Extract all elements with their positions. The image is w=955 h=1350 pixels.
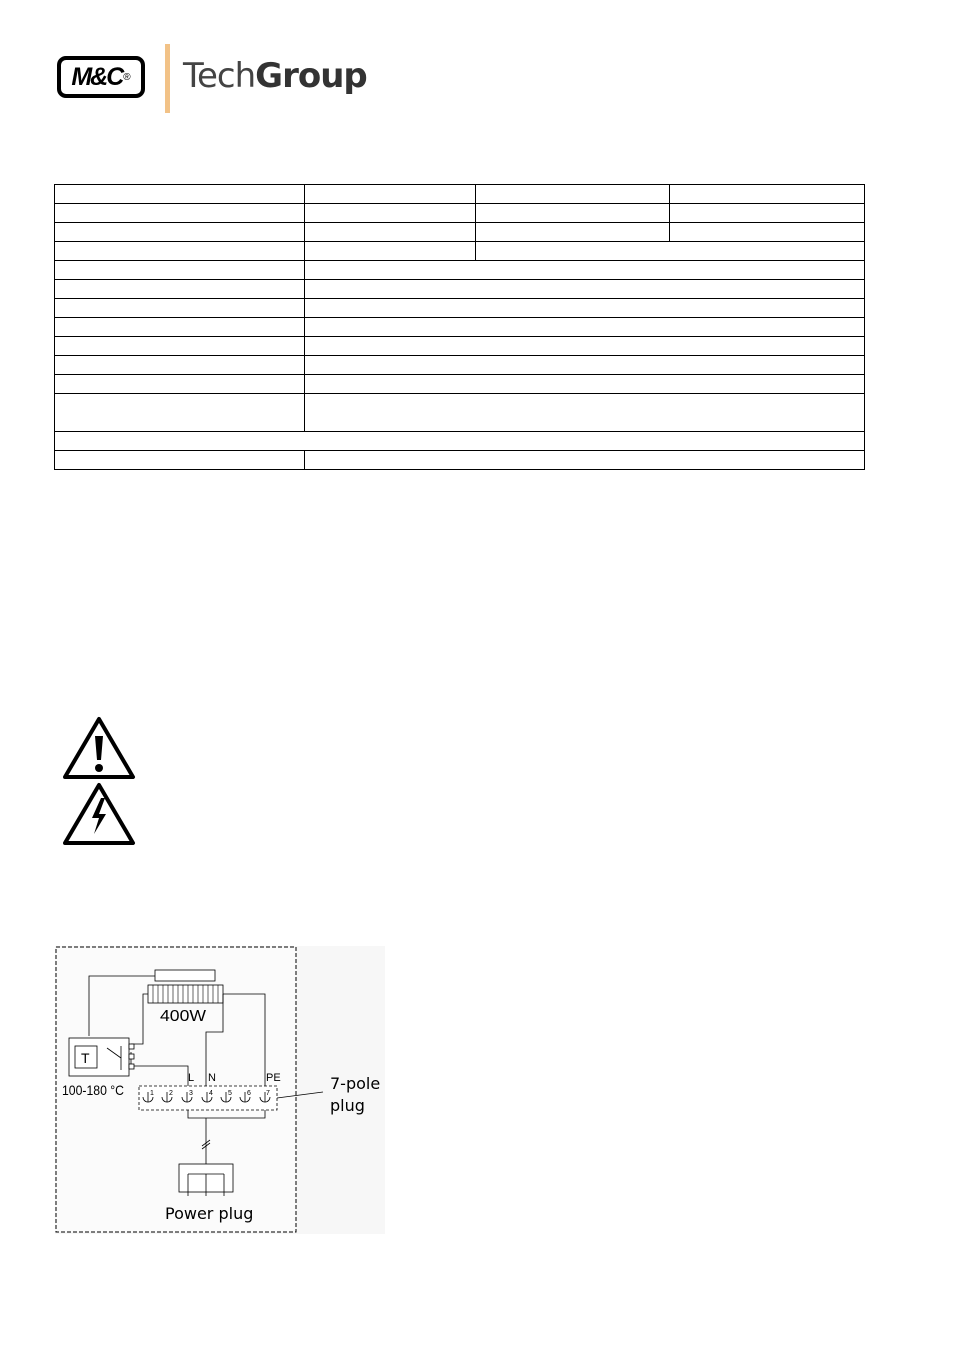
terminal-number: 2 (169, 1090, 173, 1097)
table-row (55, 394, 865, 432)
terminal-number: 4 (209, 1090, 213, 1097)
power-plug-label: Power plug (165, 1204, 254, 1223)
table-row (55, 318, 865, 337)
specification-table (54, 184, 865, 470)
plug-label-line1: 7-pole (330, 1074, 381, 1093)
terminal-number: 7 (266, 1090, 270, 1097)
wordmark-group: Group (255, 56, 367, 96)
terminal-n-label: N (208, 1072, 216, 1084)
mc-logo-text: M&C (71, 62, 123, 91)
table-row (55, 280, 865, 299)
warning-triangle-icon (62, 716, 136, 780)
table-row (55, 204, 865, 223)
table-row (55, 185, 865, 204)
table-row (55, 337, 865, 356)
table-row (55, 299, 865, 318)
terminal-l-label: L (188, 1072, 195, 1084)
table-row (55, 451, 865, 470)
high-voltage-icon (62, 782, 136, 846)
plug-label-line2: plug (330, 1096, 365, 1115)
wordmark-tech: Tech (183, 56, 256, 96)
temperature-range-label: 100-180 °C (62, 1082, 124, 1098)
table-row (55, 432, 865, 451)
terminal-number: 5 (228, 1090, 232, 1097)
power-rating-label: 400W (160, 1008, 207, 1025)
thermostat-label: T (81, 1050, 90, 1066)
table-row (55, 375, 865, 394)
table-row (55, 223, 865, 242)
table-row (55, 356, 865, 375)
mc-logo-mark (57, 56, 145, 98)
terminal-number: 6 (247, 1090, 251, 1097)
techgroup-wordmark (183, 56, 367, 96)
registered-mark: ® (123, 71, 131, 83)
table-row (55, 261, 865, 280)
terminal-pe-label: PE (266, 1072, 281, 1084)
terminal-number: 1 (150, 1090, 154, 1097)
wiring-diagram (55, 946, 385, 1234)
company-logo (55, 44, 367, 114)
logo-divider (165, 44, 170, 113)
terminal-number: 3 (189, 1090, 193, 1097)
table-row (55, 242, 865, 261)
